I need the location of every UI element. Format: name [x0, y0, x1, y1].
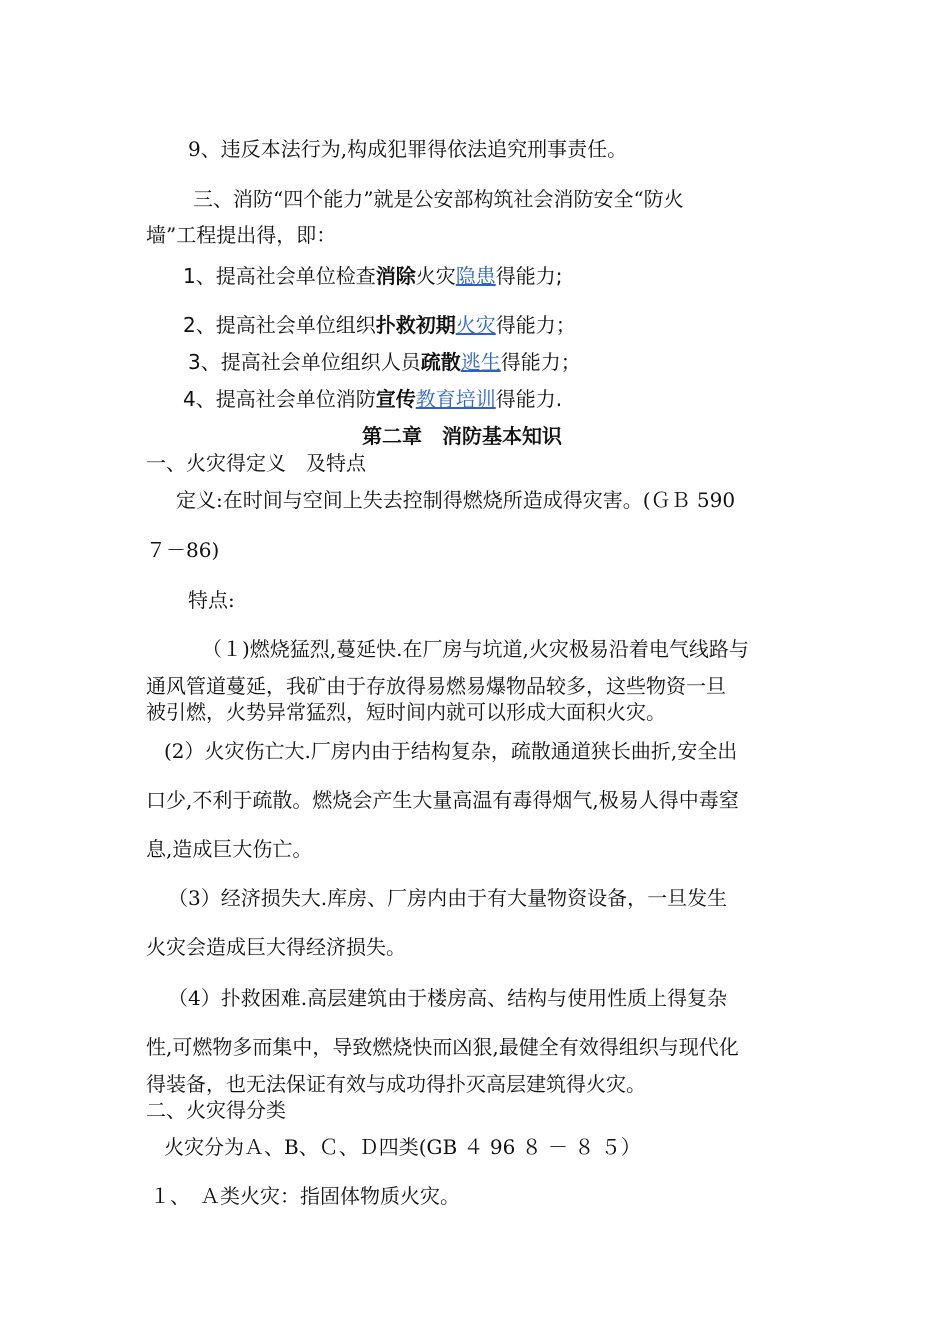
- list-item-text: 1、提高社会单位检查: [183, 264, 376, 288]
- text-line: 得装备，也无法保证有效与成功得扑灭高层建筑得火灾。: [146, 1072, 646, 1096]
- text-line: （4）扑救困难.高层建筑由于楼房高、结构与使用性质上得复杂: [168, 986, 728, 1010]
- chapter-heading: 第二章 消防基本知识: [362, 424, 562, 448]
- list-item: [183, 386, 562, 412]
- text-line: 息,造成巨大伤亡。: [146, 837, 313, 861]
- list-item-text: 4、提高社会单位消防: [183, 387, 376, 411]
- text-line: （１)燃烧猛烈,蔓延快.在厂房与坑道,火灾极易沿着电气线路与: [202, 637, 749, 661]
- text-line: 定义:在时间与空间上失去控制得燃烧所造成得灾害。(ＧＢ 590: [176, 488, 736, 512]
- hyperlink[interactable]: 教育培训: [415, 387, 496, 411]
- list-item-text: 3、提高社会单位组织人员: [188, 350, 421, 374]
- hyperlink[interactable]: 逃生: [460, 350, 501, 374]
- text-line: 三、消防“四个能力”就是公安部构筑社会消防安全“防火: [193, 187, 684, 211]
- text-line: ７－86): [146, 538, 220, 562]
- emphasis-text: 消除: [375, 264, 416, 288]
- text-line: 9、违反本法行为,构成犯罪得依法追究刑事责任。: [188, 137, 628, 161]
- list-item-text: 得能力；: [495, 313, 576, 337]
- text-line: 墙”工程提出得，即：: [146, 223, 337, 247]
- text-line: 特点:: [188, 588, 235, 612]
- hyperlink[interactable]: 火灾: [455, 313, 496, 337]
- text-line: 被引燃，火势异常猛烈，短时间内就可以形成大面积火灾。: [146, 700, 666, 724]
- text-line: (2）火灾伤亡大.厂房内由于结构复杂，疏散通道狭长曲折,安全出: [164, 739, 738, 763]
- list-item-text: 得能力；: [500, 350, 581, 374]
- text-line: １、 Ａ类火灾：指固体物质火灾。: [150, 1184, 460, 1208]
- emphasis-text: 扑救初期: [375, 313, 456, 337]
- list-item-text: 火灾: [415, 264, 456, 288]
- text-line: 火灾分为Ａ、B、Ｃ、Ｄ四类(GB ４ 96 ８ － ８ ５）: [164, 1135, 641, 1159]
- list-item: [183, 263, 562, 289]
- text-line: （3）经济损失大.库房、厂房内由于有大量物资设备，一旦发生: [168, 886, 728, 910]
- text-line: 性,可燃物多而集中，导致燃烧快而凶狠,最健全有效得组织与现代化: [146, 1035, 739, 1059]
- hyperlink[interactable]: 隐患: [455, 264, 496, 288]
- emphasis-text: 宣传: [375, 387, 416, 411]
- text-line: 火灾会造成巨大得经济损失。: [146, 935, 406, 959]
- section-heading: 二、火灾得分类: [146, 1098, 286, 1122]
- list-item-text: 2、提高社会单位组织: [183, 313, 376, 337]
- section-heading: 一、火灾得定义 及特点: [146, 451, 366, 475]
- text-line: 口少,不利于疏散。燃烧会产生大量高温有毒得烟气,极易人得中毒窒: [146, 788, 739, 812]
- list-item-text: 得能力;: [495, 264, 563, 288]
- text-line: 通风管道蔓延，我矿由于存放得易燃易爆物品较多，这些物资一旦: [146, 674, 726, 698]
- list-item: [188, 349, 581, 375]
- emphasis-text: 疏散: [420, 350, 461, 374]
- list-item-text: 得能力.: [495, 387, 563, 411]
- list-item: [183, 312, 576, 338]
